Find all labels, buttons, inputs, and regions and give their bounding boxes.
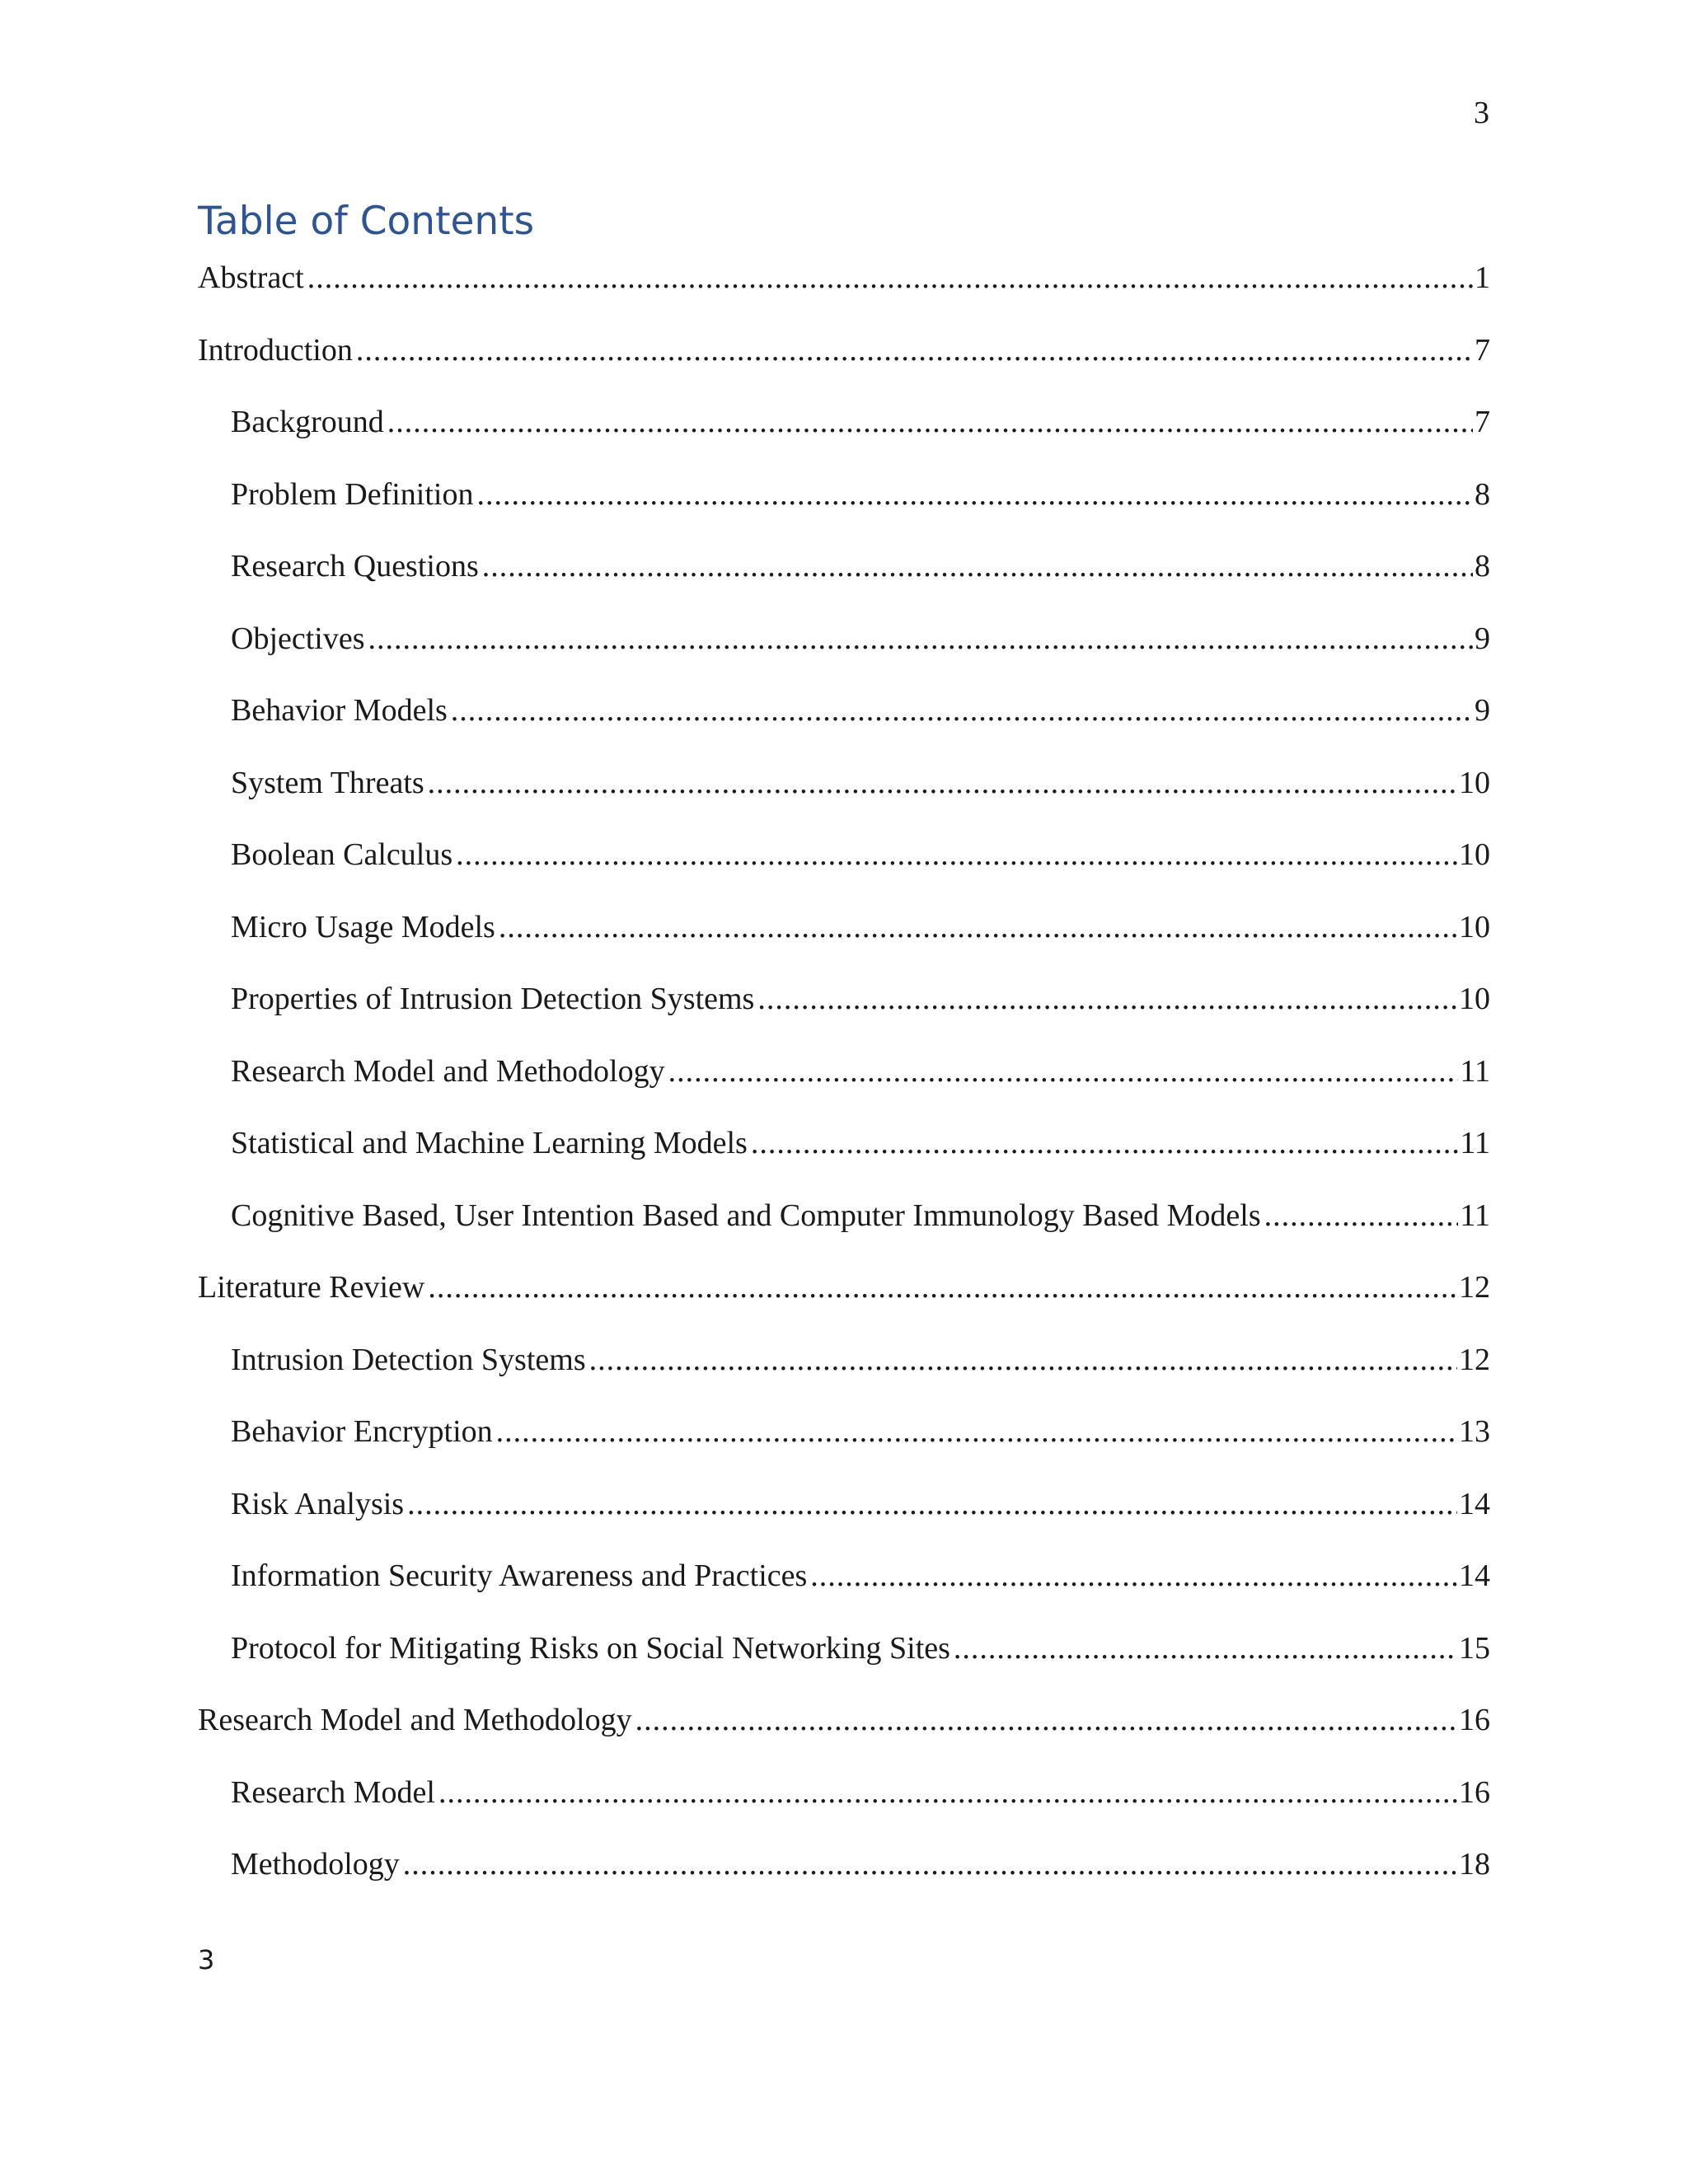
toc-entry[interactable]: [198, 1843, 1490, 1915]
dot-leader: [668, 1050, 1459, 1093]
toc-entry-title: Cognitive Based, User Intention Based and Computer Immunology Based Models: [231, 1197, 1261, 1233]
toc-list: [198, 256, 1490, 1915]
dot-leader: [403, 1843, 1457, 1886]
dot-leader: [635, 1699, 1457, 1741]
toc-entry[interactable]: [198, 1699, 1490, 1771]
toc-entry-title: Abstract: [198, 260, 304, 295]
dot-leader: [1264, 1194, 1459, 1237]
dot-leader: [496, 1410, 1457, 1453]
dot-leader: [954, 1627, 1457, 1670]
toc-entry[interactable]: [198, 1627, 1490, 1699]
page-number-footer: 3: [198, 1944, 215, 1975]
toc-entry-title: Problem Definition: [231, 476, 474, 512]
page-number-header: 3: [1474, 96, 1489, 130]
toc-entry[interactable]: [198, 401, 1490, 473]
toc-entry-page-number: 9: [1475, 693, 1490, 728]
dot-leader: [428, 762, 1457, 804]
dot-leader: [482, 545, 1473, 588]
dot-leader: [428, 1266, 1457, 1309]
toc-entry-title: Research Questions: [231, 549, 479, 583]
toc-entry-title: Literature Review: [198, 1270, 425, 1305]
toc-entry-page-number: 14: [1459, 1558, 1490, 1593]
toc-entry-title: Statistical and Machine Learning Models: [231, 1126, 748, 1160]
toc-entry[interactable]: [198, 1122, 1490, 1194]
toc-entry-page-number: 9: [1475, 621, 1490, 656]
toc-entry-page-number: 13: [1459, 1414, 1490, 1449]
toc-entry[interactable]: [198, 256, 1490, 329]
toc-entry-title: System Threats: [231, 765, 424, 800]
toc-entry[interactable]: [198, 545, 1490, 617]
toc-entry-page-number: 14: [1459, 1486, 1490, 1521]
toc-entry-page-number: 7: [1475, 332, 1490, 368]
toc-entry-title: Behavior Encryption: [231, 1414, 493, 1449]
dot-leader: [476, 473, 1473, 516]
toc-entry[interactable]: [198, 689, 1490, 762]
toc-entry-page-number: 11: [1460, 1053, 1490, 1089]
toc-entry-page-number: 11: [1460, 1126, 1490, 1160]
dot-leader: [451, 689, 1473, 732]
dot-leader: [589, 1338, 1457, 1381]
dot-leader: [407, 1483, 1457, 1526]
toc-entry[interactable]: [198, 1338, 1490, 1411]
toc-entry[interactable]: [198, 473, 1490, 546]
toc-entry-page-number: 8: [1475, 549, 1490, 583]
dot-leader: [356, 329, 1473, 372]
toc-entry[interactable]: [198, 1194, 1490, 1267]
toc-entry-page-number: 10: [1459, 909, 1490, 944]
toc-heading: Table of Contents: [198, 199, 535, 244]
toc-entry-page-number: 10: [1459, 982, 1490, 1016]
toc-entry-page-number: 8: [1475, 476, 1490, 512]
toc-entry-title: Research Model and Methodology: [231, 1053, 665, 1089]
dot-leader: [499, 906, 1457, 949]
toc-entry-page-number: 12: [1459, 1342, 1490, 1377]
toc-entry-title: Behavior Models: [231, 693, 448, 728]
toc-entry-title: Introduction: [198, 332, 353, 368]
toc-entry-page-number: 11: [1460, 1197, 1490, 1233]
toc-entry[interactable]: [198, 1050, 1490, 1122]
dot-leader: [438, 1771, 1457, 1814]
toc-entry-page-number: 16: [1459, 1774, 1490, 1810]
toc-entry-page-number: 10: [1459, 837, 1490, 872]
toc-entry-title: Risk Analysis: [231, 1486, 405, 1521]
toc-entry[interactable]: [198, 1266, 1490, 1338]
dot-leader: [751, 1122, 1459, 1165]
toc-entry-title: Properties of Intrusion Detection Systems: [231, 982, 755, 1016]
dot-leader: [456, 833, 1457, 876]
toc-entry-title: Research Model: [231, 1774, 435, 1810]
dot-leader: [757, 977, 1457, 1020]
dot-leader: [810, 1554, 1457, 1597]
toc-entry[interactable]: [198, 1771, 1490, 1844]
toc-entry[interactable]: [198, 906, 1490, 978]
dot-leader: [307, 256, 1473, 299]
toc-entry-title: Intrusion Detection Systems: [231, 1342, 586, 1377]
toc-entry-title: Boolean Calculus: [231, 837, 453, 872]
toc-entry[interactable]: [198, 1554, 1490, 1627]
toc-entry-title: Protocol for Mitigating Risks on Social Networking Sites: [231, 1630, 950, 1666]
toc-entry[interactable]: [198, 329, 1490, 401]
toc-entry-page-number: 18: [1459, 1847, 1490, 1882]
toc-entry[interactable]: [198, 833, 1490, 906]
toc-entry[interactable]: [198, 762, 1490, 834]
toc-entry-title: Micro Usage Models: [231, 909, 495, 944]
toc-entry-page-number: 15: [1459, 1630, 1490, 1666]
toc-entry-title: Background: [231, 405, 384, 439]
toc-entry-page-number: 12: [1459, 1270, 1490, 1305]
toc-entry-page-number: 1: [1475, 260, 1490, 295]
toc-entry-title: Research Model and Methodology: [198, 1703, 632, 1737]
toc-entry[interactable]: [198, 1410, 1490, 1483]
dot-leader: [368, 617, 1473, 660]
toc-entry[interactable]: [198, 977, 1490, 1050]
toc-entry-title: Methodology: [231, 1847, 400, 1882]
toc-entry-page-number: 10: [1459, 765, 1490, 800]
toc-entry[interactable]: [198, 1483, 1490, 1555]
toc-entry-page-number: 7: [1475, 405, 1490, 439]
dot-leader: [387, 401, 1473, 443]
toc-entry-page-number: 16: [1459, 1703, 1490, 1737]
toc-entry-title: Objectives: [231, 621, 365, 656]
toc-entry[interactable]: [198, 617, 1490, 690]
toc-entry-title: Information Security Awareness and Practices: [231, 1558, 808, 1593]
